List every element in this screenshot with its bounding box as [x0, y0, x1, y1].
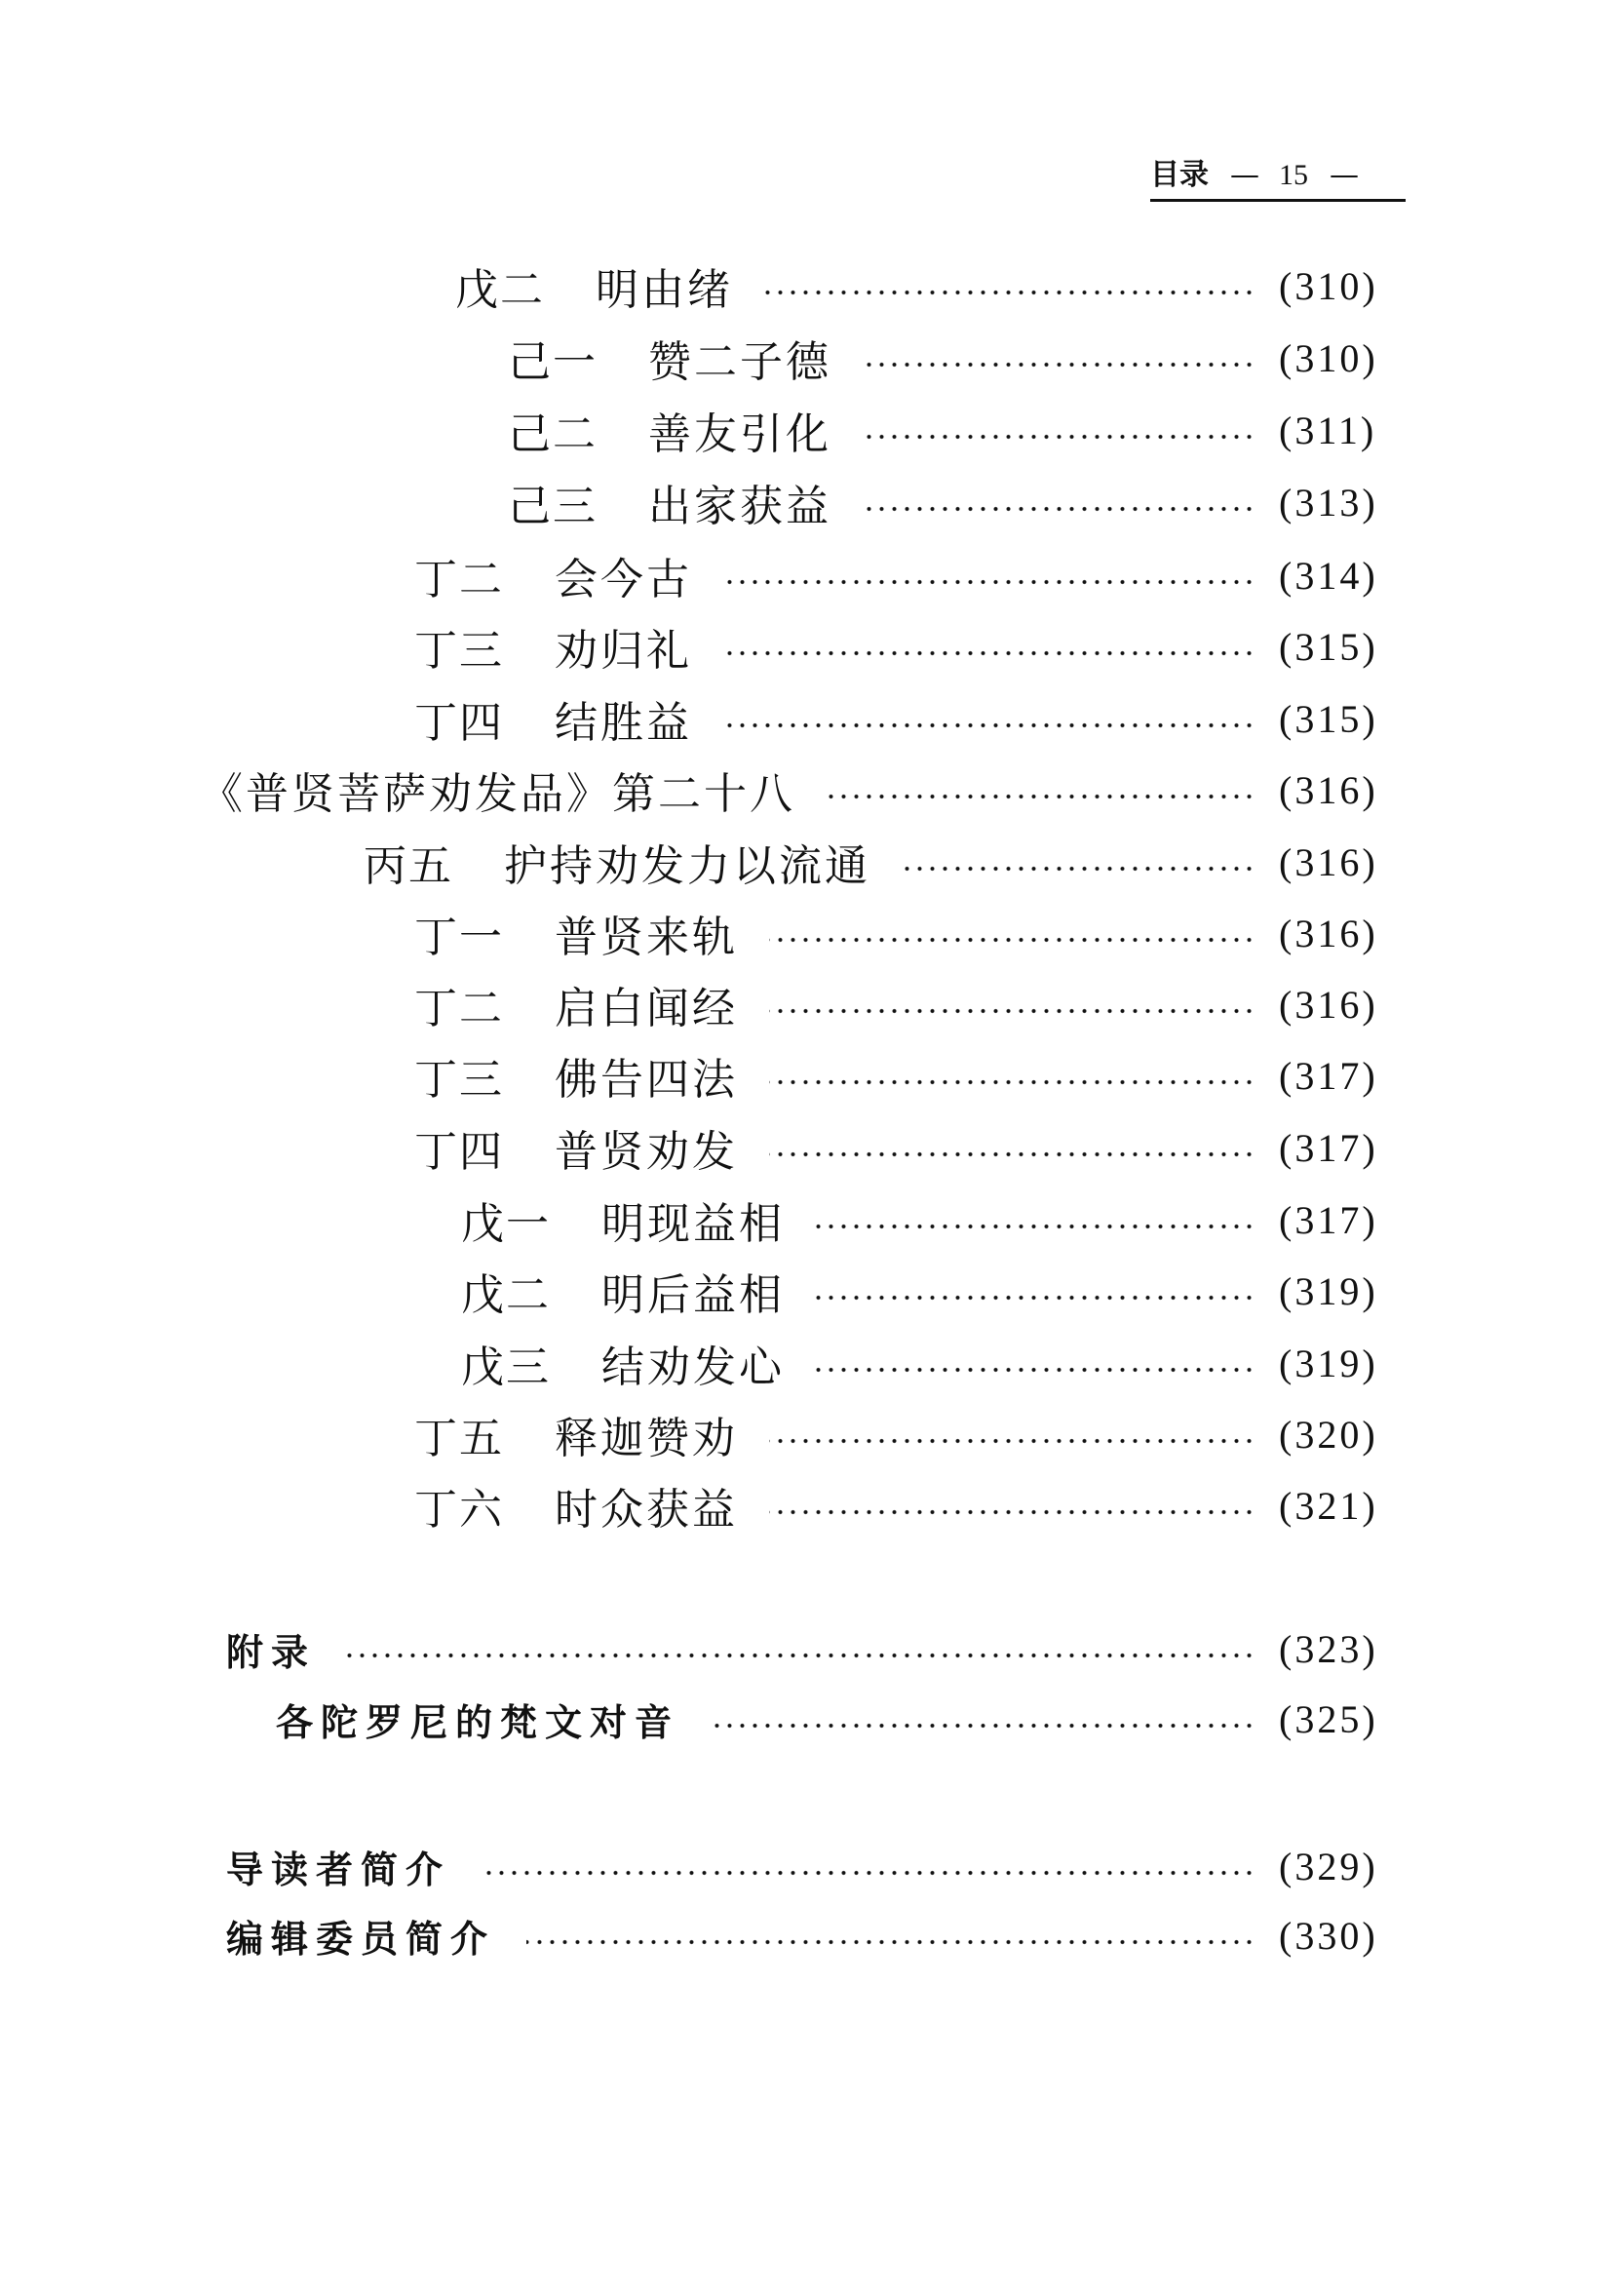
- header-dash: —: [1230, 158, 1259, 192]
- toc-entry[interactable]: [508, 406, 1411, 459]
- toc-entry-title: 时众获益: [555, 1485, 738, 1535]
- toc-entry-page: (319): [1279, 1268, 1378, 1313]
- toc-entry-title: 普贤劝发: [555, 1127, 738, 1177]
- back-matter-page: (330): [1279, 1913, 1378, 1958]
- toc-entry-code: 戊三: [461, 1343, 551, 1392]
- dot-leader: [347, 1651, 1255, 1660]
- toc-entry-page: (316): [1279, 911, 1378, 955]
- back-matter-entry[interactable]: [226, 1911, 1411, 1960]
- toc-entry-page: (317): [1279, 1053, 1378, 1098]
- toc-entry-code: 丁二: [414, 984, 504, 1033]
- toc-entry-code: 丁三: [414, 1055, 504, 1105]
- toc-entry-code: 丁一: [414, 913, 504, 962]
- dot-leader: [711, 1721, 1255, 1731]
- dot-leader: [902, 864, 1255, 874]
- dot-leader: [526, 1937, 1255, 1947]
- toc-entry-page: (319): [1279, 1341, 1378, 1385]
- toc-entry-title: 劝归礼: [555, 626, 692, 676]
- dot-leader: [723, 648, 1255, 658]
- toc-entry-title: 会今古: [555, 555, 692, 604]
- toc-entry[interactable]: [414, 1481, 1411, 1535]
- toc-entry-code: 己二: [508, 409, 598, 459]
- back-matter-entry[interactable]: [226, 1842, 1411, 1890]
- dot-leader: [769, 1507, 1255, 1517]
- toc-entry-page: (314): [1279, 553, 1378, 598]
- toc-entry-title: 明现益相: [601, 1199, 785, 1249]
- toc-entry-title: 结劝发心: [601, 1343, 785, 1392]
- toc-entry-page: (317): [1279, 1197, 1378, 1242]
- dot-leader: [863, 504, 1255, 514]
- toc-entry-title: 启白闻经: [555, 984, 738, 1033]
- toc-entry-title: 释迦赞劝: [555, 1414, 738, 1463]
- toc-entry[interactable]: [414, 909, 1411, 962]
- toc-entry[interactable]: [508, 333, 1411, 387]
- toc-entry-title: 结胜益: [555, 698, 692, 748]
- header-dash-after: —: [1330, 158, 1359, 192]
- toc-entry-code: 丁五: [414, 1414, 504, 1463]
- toc-entry-page: (315): [1279, 696, 1378, 741]
- appendix-page: (325): [1279, 1696, 1378, 1741]
- toc-entry[interactable]: [414, 622, 1411, 676]
- toc-entry-code: 戊二: [455, 265, 545, 315]
- toc-entry[interactable]: [414, 694, 1411, 748]
- dot-leader: [816, 1365, 1255, 1375]
- header-title: 目录: [1150, 158, 1209, 192]
- toc-entry[interactable]: [414, 1123, 1411, 1177]
- toc-entry-page: (321): [1279, 1483, 1378, 1528]
- appendix-page: (323): [1279, 1626, 1378, 1671]
- toc-entry[interactable]: [414, 980, 1411, 1033]
- toc-entry-code: 丁四: [414, 698, 504, 748]
- back-matter-title: 编辑委员简介: [226, 1917, 496, 1961]
- toc-entry-code: 戊一: [461, 1199, 551, 1249]
- toc-entry-code: 己三: [508, 482, 598, 531]
- toc-entry[interactable]: [461, 1339, 1411, 1392]
- dot-leader: [723, 720, 1255, 730]
- toc-entry-code: 丁二: [414, 555, 504, 604]
- toc-entry[interactable]: [364, 837, 1411, 891]
- toc-entry-title: 佛告四法: [555, 1055, 738, 1105]
- dot-leader: [764, 288, 1255, 297]
- dot-leader: [827, 792, 1255, 801]
- toc-entry[interactable]: [455, 261, 1411, 315]
- toc-entry-page: (317): [1279, 1125, 1378, 1170]
- toc-entry-page: (316): [1279, 839, 1378, 884]
- toc-entry-page: (310): [1279, 263, 1378, 308]
- toc-entry[interactable]: [414, 1410, 1411, 1463]
- toc-entry-page: (311): [1279, 408, 1377, 452]
- dot-leader: [769, 1077, 1255, 1087]
- toc-entry-title: 明后益相: [601, 1270, 785, 1320]
- toc-entry-title: 护持劝发力以流通: [504, 841, 870, 891]
- toc-entry-title: 赞二子德: [648, 337, 831, 387]
- toc-entry-code: 己一: [508, 337, 598, 387]
- dot-leader: [769, 935, 1255, 945]
- toc-entry-page: (316): [1279, 982, 1378, 1027]
- toc-entry-title: 善友引化: [648, 409, 831, 459]
- toc-entry-code: 丁六: [414, 1485, 504, 1535]
- running-header: [1150, 156, 1406, 202]
- toc-entry-page: (310): [1279, 335, 1378, 380]
- dot-leader: [863, 360, 1255, 370]
- toc-entry-title: 普贤来轨: [555, 913, 738, 962]
- toc-entry[interactable]: [414, 551, 1411, 604]
- dot-leader: [482, 1868, 1255, 1878]
- toc-entry[interactable]: [508, 478, 1411, 531]
- dot-leader: [816, 1222, 1255, 1231]
- header-page-number: 15: [1279, 159, 1308, 191]
- toc-entry-chapter[interactable]: [200, 765, 1411, 819]
- toc-entry[interactable]: [414, 1051, 1411, 1105]
- toc-entry-page: (316): [1279, 767, 1378, 812]
- toc-entry-title: 明由绪: [596, 265, 733, 315]
- back-matter-page: (329): [1279, 1844, 1378, 1888]
- toc-entry-code: 丁三: [414, 626, 504, 676]
- toc-entry[interactable]: [461, 1266, 1411, 1320]
- dot-leader: [723, 577, 1255, 587]
- dot-leader: [769, 1006, 1255, 1016]
- appendix-entry[interactable]: [276, 1694, 1411, 1743]
- dot-leader: [863, 432, 1255, 442]
- toc-entry[interactable]: [461, 1195, 1411, 1249]
- toc-chapter-title: 《普贤菩萨劝发品》第二十八: [200, 769, 795, 819]
- dot-leader: [816, 1293, 1255, 1303]
- appendix-title: 附录: [226, 1630, 317, 1674]
- toc-entry-title: 出家获益: [648, 482, 831, 531]
- toc-entry-page: (313): [1279, 480, 1378, 525]
- dot-leader: [769, 1149, 1255, 1159]
- toc-entry-page: (315): [1279, 624, 1378, 669]
- appendix-title: 各陀罗尼的梵文对音: [276, 1700, 680, 1744]
- toc-entry-code: 丙五: [364, 841, 453, 891]
- back-matter-title: 导读者简介: [226, 1848, 451, 1891]
- dot-leader: [769, 1436, 1255, 1446]
- toc-entry-code: 戊二: [461, 1270, 551, 1320]
- appendix-entry[interactable]: [226, 1624, 1411, 1673]
- toc-entry-page: (320): [1279, 1412, 1378, 1457]
- toc-entry-code: 丁四: [414, 1127, 504, 1177]
